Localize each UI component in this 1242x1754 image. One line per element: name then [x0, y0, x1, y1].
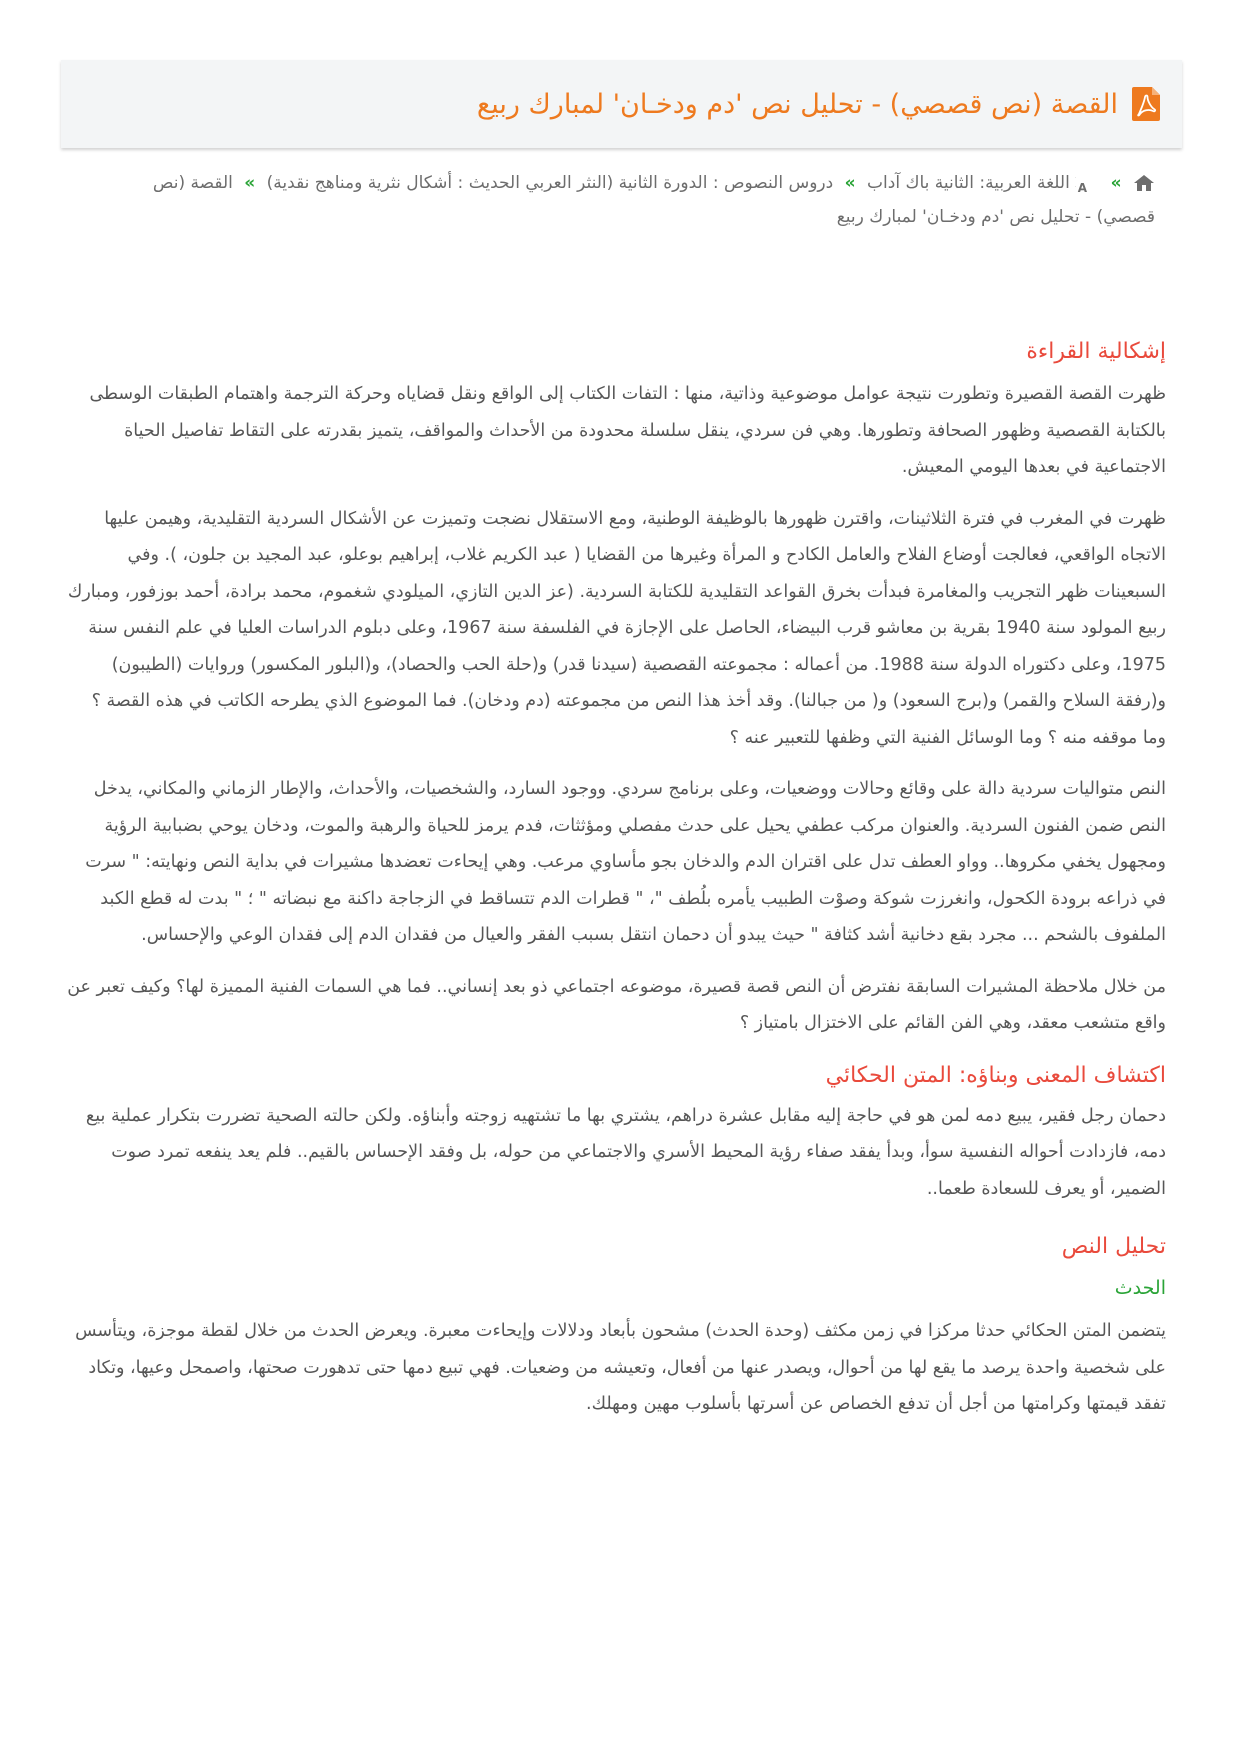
paragraph: النص متواليات سردية دالة على وقائع وحالات ووضعيات، وعلى برنامج سردي. ووجود السارد، والشخصيات، والأحداث، والإطار الزماني والمكاني، يدخل النص ضمن الفنون السردية. والعنوان مركب عطفي يحيل على حدث مفصلي ومؤثثات، فدم يرمز للحياة والرهبة والموت، ودخان يوحي بضبابية الرؤية ومجهول يخفي مكروها.. وواو العطف تدل على اقتران الدم والدخان بجو مأساوي مرعب. وهي إيحاءت تعضدها مشيرات في بداية النص ونهايته: " سرت في ذراعه برودة الكحول، وانغرزت شوكة وصوْت الطبيب يأمره بلُطف "، " قطرات الدم تتساقط في الزجاجة داكنة مع نبضاته " ؛ " بدت له قطع الكبد الملفوف بالشحم ... مجرد بقع دخانية أشد كثافة " حيث يبدو أن دحمان انتقل بسبب الفقر والعيال من فقدان الدم إلى فقدان الوعي والإحساس.: [85, 779, 1166, 945]
home-icon[interactable]: [1133, 174, 1155, 192]
breadcrumb-item-current: القصة (نص قصصي) - تحليل نص 'دم ودخـان' لمبارك ربيع: [152, 173, 1155, 227]
paragraph: ظهرت القصة القصيرة وتطورت نتيجة عوامل موضوعية وذاتية، منها : التفات الكتاب إلى الواقع ونقل قضاياه وحركة الترجمة واهتمام الطبقات الوسطى بالكتابة القصصية وظهور الصحافة وتطورها. وهي فن سردي، ينقل سلسلة محدودة من الأحداث والمواقف، يتميز بقدرته على التقاط تفاصيل الحياة الاجتماعية في بعدها اليومي المعيش.: [89, 384, 1166, 477]
article-body: [66, 332, 1166, 1423]
page-title: القصة (نص قصصي) - تحليل نص 'دم ودخـان' لمبارك ربيع: [476, 88, 1118, 120]
paragraph: من خلال ملاحظة المشيرات السابقة نفترض أن النص قصة قصيرة، موضوعه اجتماعي ذو بعد إنساني.. فما هي السمات الفنية المميزة لها؟ وكيف تعبر عن واقع متشعب معقد، وهي الفن القائم على الاختزال بامتياز ؟: [67, 976, 1166, 1033]
section-heading-reading-problem: إشكالية القراءة: [1026, 339, 1166, 364]
breadcrumb-item-unit[interactable]: دروس النصوص : الدورة الثانية (النثر العربي الحديث : أشكال نثرية ومناهج نقدية): [266, 173, 834, 193]
svg-text:文: [1075, 175, 1076, 190]
breadcrumb-separator: »: [1110, 173, 1122, 193]
paragraph: دحمان رجل فقير، يبيع دمه لمن هو في حاجة إليه مقابل عشرة دراهم، يشتري بها ما تشتهيه زوجته وأبناؤه. ولكن حالته الصحية تضررت بتكرار عملية بيع دمه، فازدادت أحواله النفسية سوأ، وبدأ يفقد صفاء رؤية المحيط الأسري والاجتماعي من حوله، بل وفقد الإحساس بالقيم.. فلم يعد ينفعه تمرد صوت الضمير، أو يعرف للسعادة طعما..: [85, 1105, 1166, 1199]
section-heading-narrative-content: اكتشاف المعنى وبناؤه: المتن الحكائي: [825, 1062, 1166, 1088]
svg-text:A: A: [1077, 181, 1088, 193]
paragraph: يتضمن المتن الحكائي حدثا مركزا في زمن مكثف (وحدة الحدث) مشحون بأبعاد ودلالات وإيحاءت معبرة. ويعرض الحدث من خلال لقطة موجزة، ويتأسس على شخصية واحدة يرصد ما يقع لها من أحوال، ويصدر عنها من أفعال، وتعيشه من وضعيات. فهي تبيع دمها حتى تدهورت صحتها، واصمحل وعيها، وتكاد تفقد قيمتها وكرامتها من أجل أن تدفع الخصاص عن أسرتها بأسلوب مهين ومهلك.: [75, 1321, 1166, 1414]
translate-icon: [1075, 173, 1099, 193]
section-heading-text-analysis: تحليل النص: [1061, 1234, 1166, 1259]
paragraph: ظهرت في المغرب في فترة الثلاثينات، واقترن ظهورها بالوظيفة الوطنية، ومع الاستقلال نضجت وتميزت عن الأشكال السردية التقليدية، وهيمن عليها الاتجاه الواقعي، فعالجت أوضاع الفلاح والعامل الكادح و المرأة وغيرها من القضايا ( عبد الكريم غلاب، إبراهيم بوعلو، عبد المجيد بن جلون، ). وفي السبعينات ظهر التجريب والمغامرة فبدأت بخرق القواعد التقليدية للكتابة السردية. (عز الدين التازي، الميلودي شغموم، محمد برادة، أحمد بوزفور، ومبارك ربيع المولود سنة 1940 بقرية بن معاشو قرب البيضاء، الحاصل على الإجازة في الفلسفة سنة 1967، وعلى دبلوم الدراسات العليا في علم النفس سنة 1975، وعلى دكتوراه الدولة سنة 1988. من أعماله : مجموعته القصصية (سيدنا قدر) و(حلة الحب والحصاد)، و(البلور المكسور) وروايات (الطيبون) و(رفقة السلاح والقمر) و(برج السعود) و( من جبالنا). وقد أخذ هذا النص من مجموعته (دم ودخان). فما الموضوع الذي يطرحه الكاتب في هذه القصة ؟ وما موقفه منه ؟ وما الوسائل الفنية التي وظفها للتعبير عنه ؟: [67, 508, 1166, 748]
breadcrumb: [125, 166, 1155, 234]
page-title-bar: [61, 60, 1182, 148]
breadcrumb-separator: »: [844, 173, 856, 193]
breadcrumb-item-subject[interactable]: اللغة العربية: الثانية باك آداب: [867, 173, 1070, 193]
subsection-heading-event: الحدث: [1114, 1277, 1166, 1299]
pdf-icon[interactable]: [1132, 87, 1160, 121]
breadcrumb-separator: »: [244, 173, 256, 193]
